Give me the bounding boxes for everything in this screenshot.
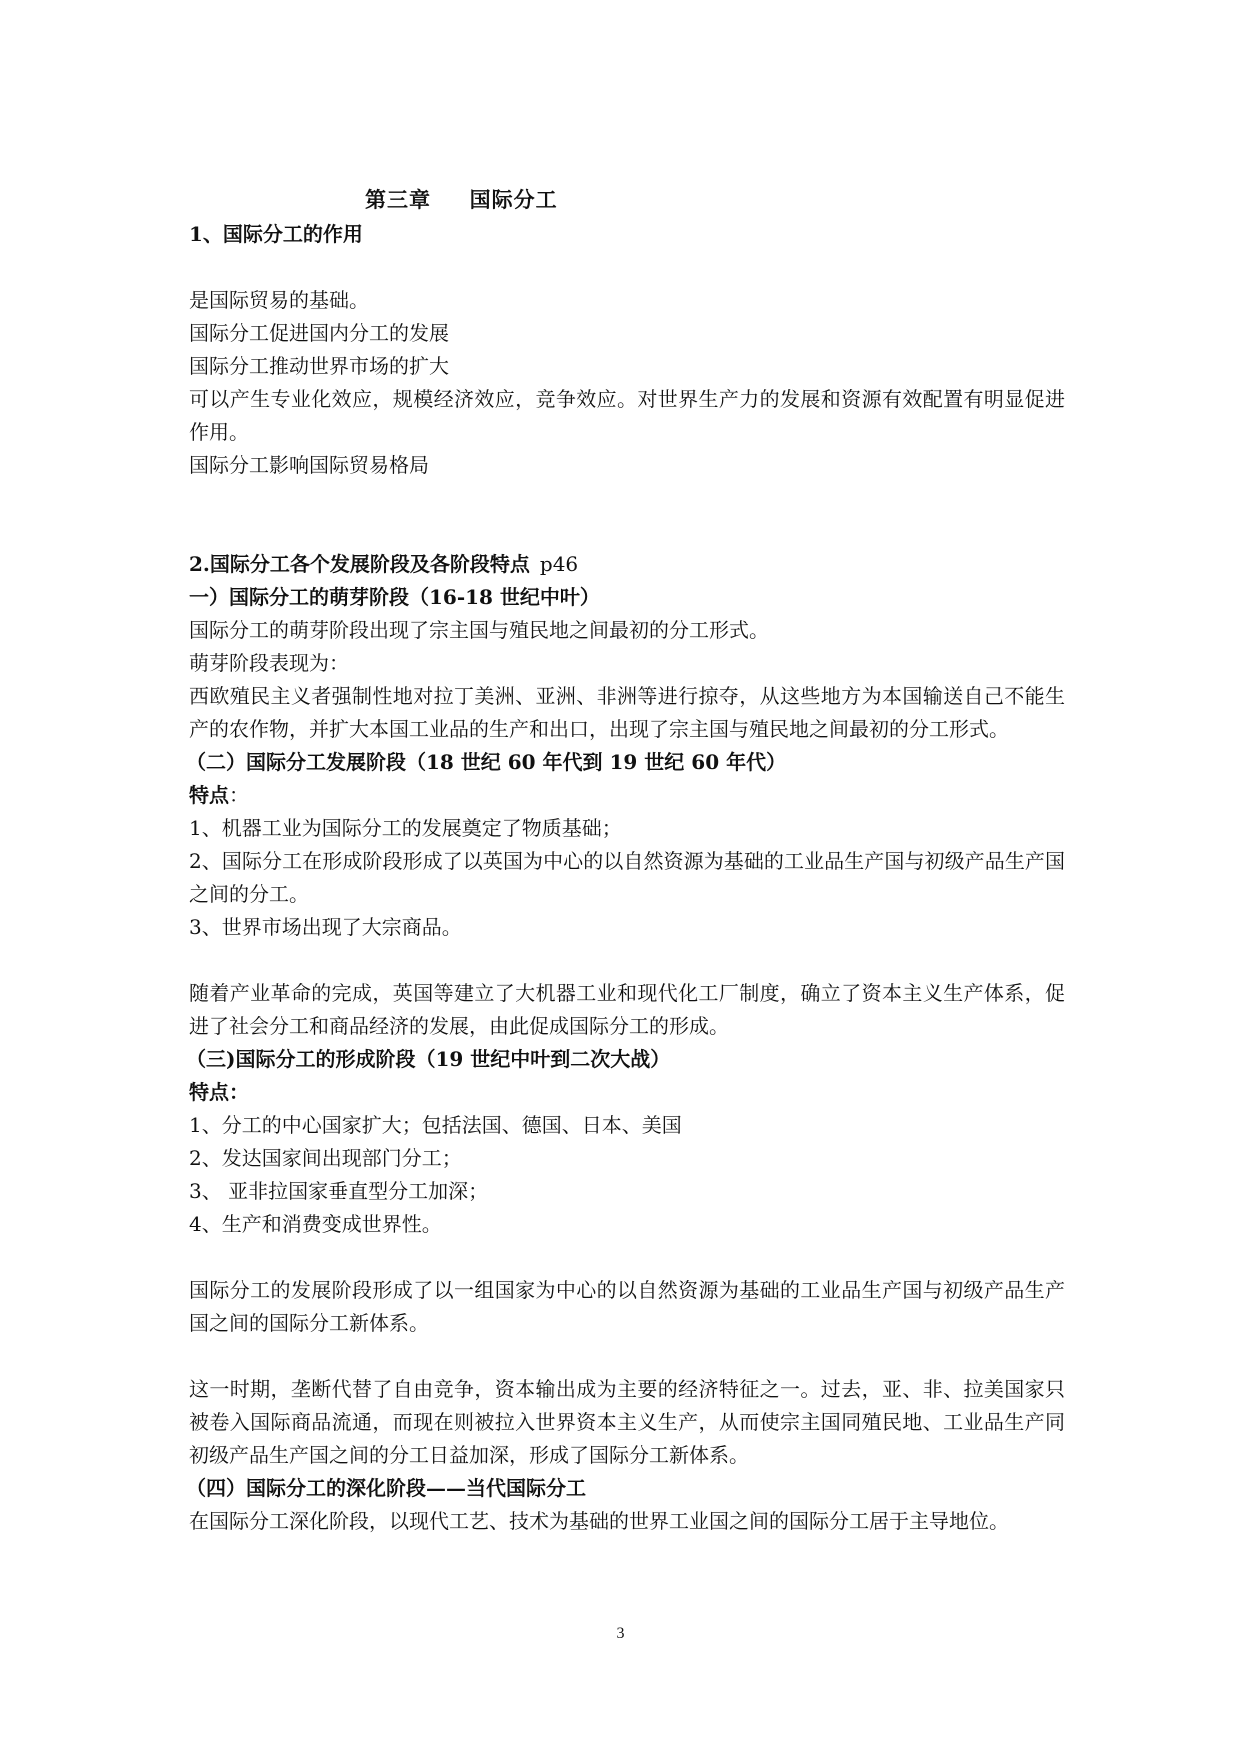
stage1-heading: 一）国际分工的萌芽阶段（16-18 世纪中叶）: [189, 585, 600, 609]
stage3-feature: 2、发达国家间出现部门分工；: [189, 1146, 462, 1170]
stage2-summary: 随着产业革命的完成，英国等建立了大机器工业和现代化工厂制度，确立了资本主义生产体系，促进了社会分工和商品经济的发展，由此促成国际分工的形成。: [189, 981, 1065, 1038]
section2-heading: [189, 548, 1065, 581]
stage3-summary: 这一时期，垄断代替了自由竞争，资本输出成为主要的经济特征之一。过去，亚、非、拉美国家只被卷入国际商品流通，而现在则被拉入世界资本主义生产，从而使宗主国同殖民地、工业品生产同初级产品生产国之间的分工日益加深，形成了国际分工新体系。: [189, 1377, 1065, 1467]
document-page: [186, 182, 1065, 1538]
stage2-feature: 2、国际分工在形成阶段形成了以英国为中心的以自然资源为基础的工业品生产国与初级产品生产国之间的分工。: [189, 849, 1065, 906]
stage1-line: 西欧殖民主义者强制性地对拉丁美洲、亚洲、非洲等进行掠夺，从这些地方为本国输送自己不能生产的农作物，并扩大本国工业品的生产和出口，出现了宗主国与殖民地之间最初的分工形式。: [189, 684, 1065, 741]
section1-heading: 1、国际分工的作用: [189, 222, 363, 246]
features-label-colon: ：: [229, 783, 249, 807]
section1-line: 国际分工影响国际贸易格局: [189, 453, 429, 477]
stage1-line: 国际分工的萌芽阶段出现了宗主国与殖民地之间最初的分工形式。: [189, 618, 769, 642]
section1-line: 可以产生专业化效应，规模经济效应，竞争效应。对世界生产力的发展和资源有效配置有明显促进作用。: [189, 387, 1065, 444]
spacer: [189, 251, 1065, 284]
spacer: [189, 482, 1065, 548]
page-reference: p46: [539, 552, 579, 576]
section1-line: 国际分工促进国内分工的发展: [189, 321, 449, 345]
page-number: 3: [616, 1625, 625, 1642]
stage2-heading: （二）国际分工发展阶段（18 世纪 60 年代到 19 世纪 60 年代）: [186, 750, 787, 774]
stage3-feature: 4、生产和消费变成世界性。: [189, 1212, 442, 1236]
stage4-line: 在国际分工深化阶段，以现代工艺、技术为基础的世界工业国之间的国际分工居于主导地位。: [189, 1509, 1009, 1533]
chapter-title: 第三章 国际分工: [365, 187, 558, 212]
stage3-feature: 3、 亚非拉国家垂直型分工加深；: [189, 1179, 489, 1203]
stage3-feature: 1、分工的中心国家扩大；包括法国、德国、日本、美国: [189, 1113, 682, 1137]
stage1-line: 萌芽阶段表现为：: [189, 651, 349, 675]
section1-line: 国际分工推动世界市场的扩大: [189, 354, 449, 378]
stage2-features-label: [189, 779, 1065, 812]
spacer: [189, 1340, 1065, 1373]
section2-heading-text: 2.国际分工各个发展阶段及各阶段特点: [189, 552, 530, 576]
spacer: [189, 944, 1065, 977]
features-label-bold: 特点: [189, 783, 229, 807]
spacer: [189, 1241, 1065, 1274]
stage3-heading: （三)国际分工的形成阶段（19 世纪中叶到二次大战）: [186, 1047, 671, 1071]
stage2-feature: 3、世界市场出现了大宗商品。: [189, 915, 462, 939]
stage3-features-label: 特点：: [189, 1080, 249, 1104]
stage3-summary: 国际分工的发展阶段形成了以一组国家为中心的以自然资源为基础的工业品生产国与初级产品生产国之间的国际分工新体系。: [189, 1278, 1065, 1335]
section1-line: 是国际贸易的基础。: [189, 288, 369, 312]
stage2-feature: 1、机器工业为国际分工的发展奠定了物质基础；: [189, 816, 622, 840]
stage4-heading: （四）国际分工的深化阶段——当代国际分工: [186, 1476, 586, 1500]
